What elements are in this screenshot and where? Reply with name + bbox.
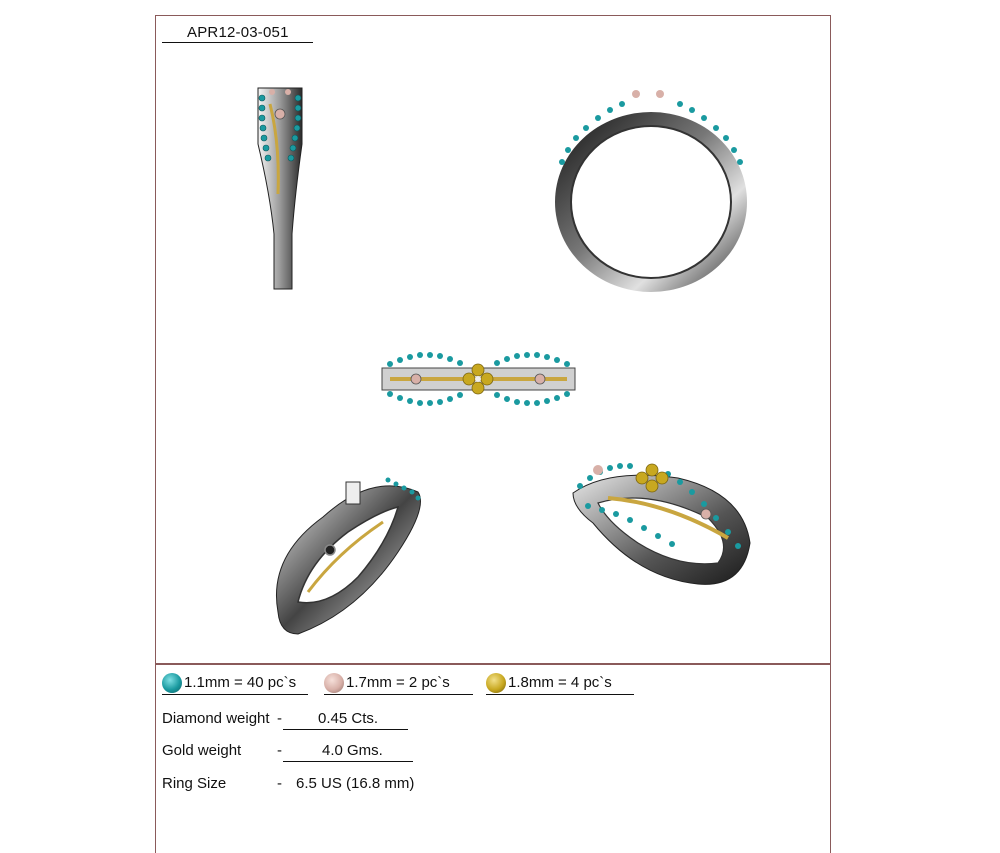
stone-1-8mm: 1.8mm = 4 pc`s bbox=[486, 672, 634, 695]
diamond-weight-dash: - bbox=[277, 710, 282, 727]
gold-weight-label: Gold weight bbox=[162, 742, 242, 759]
ring-right-perspective-view bbox=[568, 448, 753, 590]
ring-size-label: Ring Size bbox=[162, 775, 227, 792]
diamond-weight-value: 0.45 Cts. bbox=[283, 709, 408, 730]
ring-size-dash: - bbox=[277, 775, 282, 792]
ring-size-value: 6.5 US (16.8 mm) bbox=[296, 775, 415, 792]
stone-1-7mm: 1.7mm = 2 pc`s bbox=[324, 672, 473, 695]
design-code: APR12-03-051 bbox=[162, 24, 313, 43]
gold-weight-dash: - bbox=[277, 742, 282, 759]
section-divider bbox=[155, 663, 831, 665]
yellow-stone-icon bbox=[486, 673, 506, 693]
ring-side-view bbox=[240, 84, 320, 294]
teal-stone-icon bbox=[162, 673, 182, 693]
ring-front-view bbox=[548, 82, 753, 294]
ring-top-view bbox=[380, 350, 577, 408]
gold-weight-value: 4.0 Gms. bbox=[283, 741, 413, 762]
diamond-weight-label: Diamond weight bbox=[162, 710, 270, 727]
pink-stone-icon bbox=[324, 673, 344, 693]
ring-left-perspective-view bbox=[268, 462, 433, 640]
stone-1-1mm: 1.1mm = 40 pc`s bbox=[162, 672, 308, 695]
